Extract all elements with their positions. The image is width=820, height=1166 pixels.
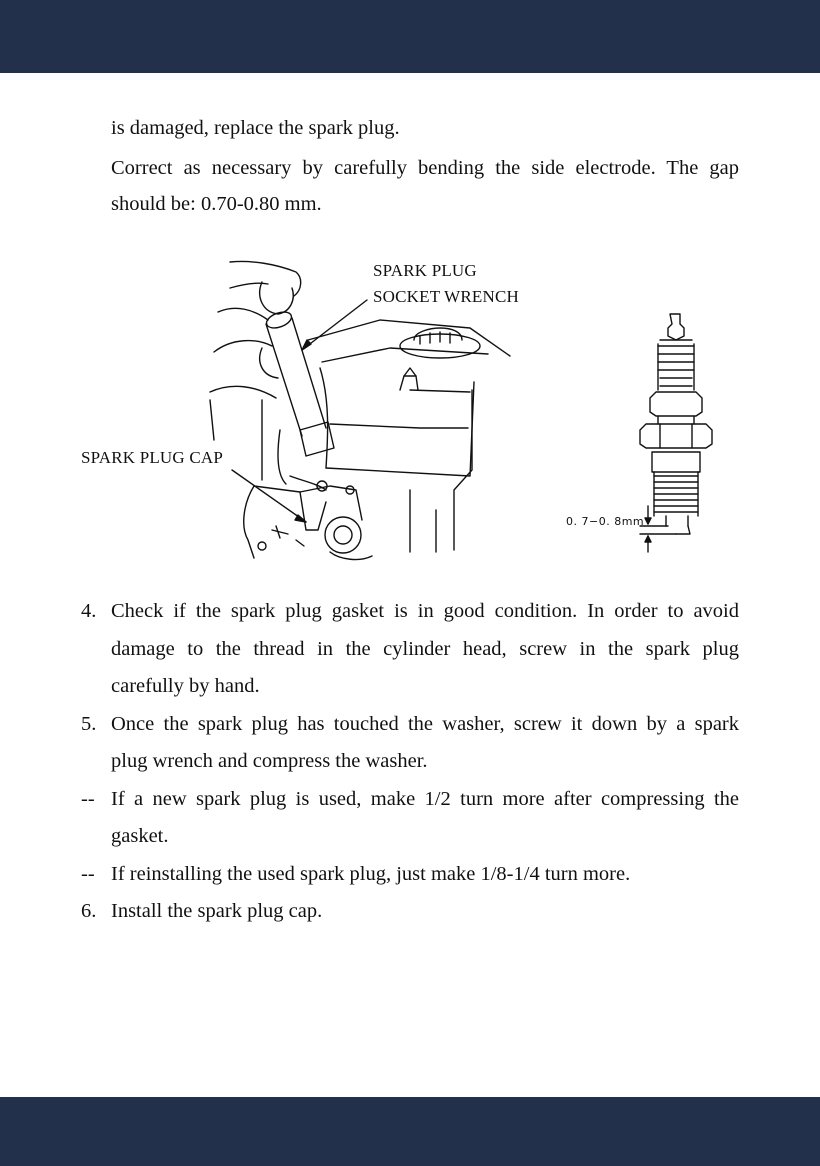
step-marker: 5.: [81, 713, 97, 735]
step-marker: --: [81, 788, 95, 810]
step-5-line-1: Once the spark plug has touched the washer, screw it down by a spark: [111, 713, 739, 735]
step-4-line-2: damage to the thread in the cylinder head, screw in the spark plug: [111, 638, 739, 660]
intro-line-2: Correct as necessary by carefully bending the side electrode. The gap: [111, 157, 739, 179]
note-new-plug-line-2: gasket.: [111, 825, 169, 847]
step-marker: 6.: [81, 900, 97, 922]
step-4-line-1: Check if the spark plug gasket is in good condition. In order to avoid: [111, 600, 739, 622]
step-4-line-3: carefully by hand.: [111, 675, 260, 697]
wrench-label-line-1: SPARK PLUG: [373, 261, 477, 280]
intro-line-1: is damaged, replace the spark plug.: [111, 117, 400, 139]
wrench-label-line-2: SOCKET WRENCH: [373, 287, 520, 306]
note-new-plug-line-1: If a new spark plug is used, make 1/2 turn more after compressing the: [111, 788, 739, 810]
spark-plug-figure: [0, 240, 820, 575]
spark-plug-cap-label: SPARK PLUG CAP: [81, 448, 224, 467]
note-used-plug: If reinstalling the used spark plug, just make 1/8-1/4 turn more.: [111, 863, 631, 885]
header-band: [0, 0, 820, 73]
intro-line-3: should be: 0.70-0.80 mm.: [111, 193, 322, 215]
footer-band: [0, 1097, 820, 1166]
step-marker: 4.: [81, 600, 97, 622]
step-5-line-2: plug wrench and compress the washer.: [111, 750, 428, 772]
gap-dimension-label: 0. 7−0. 8mm: [566, 515, 645, 528]
step-6-line-1: Install the spark plug cap.: [111, 900, 323, 922]
step-marker: --: [81, 863, 95, 885]
